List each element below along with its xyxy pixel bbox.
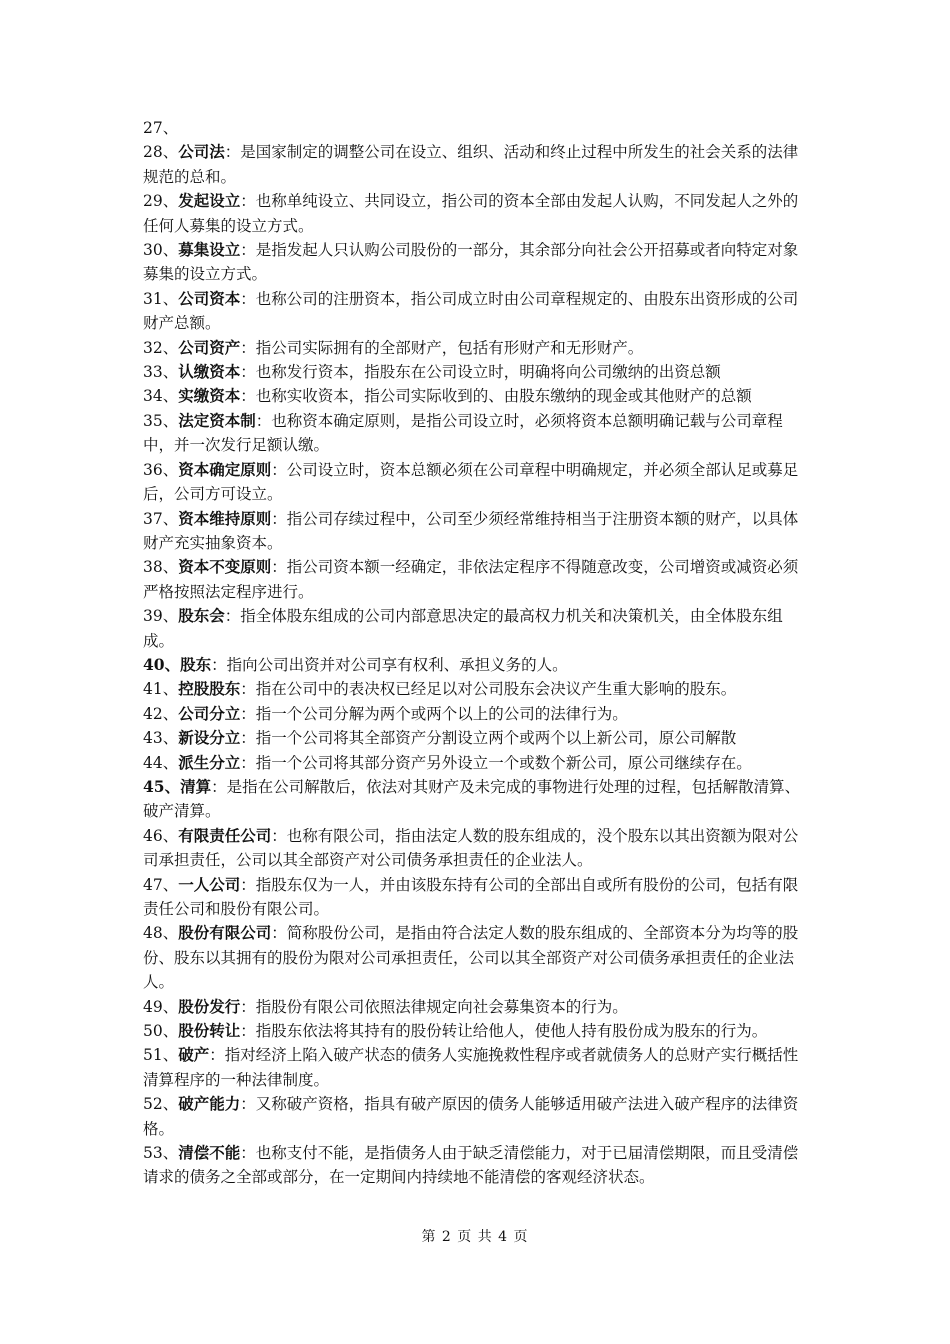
entry-number: 35、 <box>143 411 179 430</box>
entry-definition: ：也称发行资本，指股东在公司设立时，明确将向公司缴纳的出资总额 <box>240 363 721 382</box>
glossary-entry <box>143 336 811 360</box>
entry-definition: ：指股东仅为一人，并由该股东持有公司的全部出自或所有股份的公司，包括有限责任公司和股份有限公司。 <box>143 875 799 918</box>
entry-number: 32、 <box>143 338 179 357</box>
entry-definition: ：指股份有限公司依照法律规定向社会募集资本的行为。 <box>240 997 628 1016</box>
entry-number: 30、 <box>143 241 179 260</box>
glossary-entry <box>143 1141 811 1190</box>
entry-term: 股份发行 <box>178 996 241 1016</box>
glossary-entry <box>143 604 811 653</box>
entry-definition: ：也称单纯设立、共同设立，指公司的资本全部由发起人认购，不同发起人之外的任何人募集的设立方式。 <box>143 192 799 235</box>
entry-definition: ：又称破产资格，指具有破产原因的债务人能够适用破产法进入破产程序的法律资格。 <box>143 1095 799 1138</box>
entry-term: 公司法 <box>178 142 225 162</box>
entry-number: 29、 <box>143 192 179 211</box>
glossary-entry <box>143 1092 811 1141</box>
entry-definition: ：指一个公司分解为两个或两个以上的公司的法律行为。 <box>240 704 628 723</box>
entry-number: 47、 <box>143 875 179 894</box>
entry-number: 33、 <box>143 363 179 382</box>
entry-definition: ：是指在公司解散后，依法对其财产及未完成的事物进行处理的过程，包括解散清算、破产清算。 <box>143 777 801 821</box>
entry-term: 公司资产 <box>178 337 241 357</box>
entry-term: 有限责任公司 <box>178 825 272 845</box>
glossary-entry <box>143 409 811 458</box>
glossary-entry <box>143 287 811 336</box>
glossary-entry <box>143 677 811 701</box>
glossary-entry <box>143 751 811 775</box>
entry-number: 52、 <box>143 1095 179 1114</box>
entry-term: 认缴资本 <box>178 362 241 382</box>
entry-term: 法定资本制 <box>178 410 256 430</box>
glossary-entry <box>143 507 811 556</box>
entry-number: 37、 <box>143 509 179 528</box>
entry-number: 31、 <box>143 289 179 308</box>
entry-number: 46、 <box>143 826 179 845</box>
entry-definition: ：指在公司中的表决权已经足以对公司股东会决议产生重大影响的股东。 <box>240 680 737 699</box>
entry-term: 公司资本 <box>178 288 241 308</box>
entry-term: 实缴资本 <box>178 386 241 406</box>
entry-number: 48、 <box>143 924 179 943</box>
glossary-entry <box>143 384 811 408</box>
entry-definition: ：指股东依法将其持有的股份转让给他人，使他人持有股份成为股东的行为。 <box>240 1022 768 1041</box>
entry-definition: ：也称有限公司，指由法定人数的股东组成的，没个股东以其出资额为限对公司承担责任，公司以其全部资产对公司债务承担责任的企业法人。 <box>143 826 799 870</box>
entry-term: 发起设立 <box>178 191 241 211</box>
entry-number: 53、 <box>143 1144 179 1163</box>
entry-number: 28、 <box>143 143 179 162</box>
entry-number: 36、 <box>143 460 179 479</box>
entry-number: 27、 <box>143 119 179 137</box>
glossary-entry <box>143 1019 811 1043</box>
entry-term: 资本维持原则 <box>178 508 272 528</box>
glossary-entry <box>143 653 811 677</box>
entry-term: 股份转让 <box>178 1021 241 1041</box>
entry-definition: ：也称资本确定原则，是指公司设立时，必须将资本总额明确记载与公司章程中，并一次发行足额认缴。 <box>143 411 783 455</box>
entry-definition: ：也称实收资本，指公司实际收到的、由股东缴纳的现金或其他财产的总额 <box>240 387 752 406</box>
entry-definition: ：指公司实际拥有的全部财产，包括有形财产和无形财产。 <box>240 338 644 357</box>
entry-definition: ：是国家制定的调整公司在设立、组织、活动和终止过程中所发生的社会关系的法律规范的总和。 <box>143 143 799 186</box>
entry-definition: ：指一个公司将其全部资产分割设立两个或两个以上新公司，原公司解散 <box>240 729 737 748</box>
page-footer: 第 2 页 共 4 页 <box>421 1229 529 1245</box>
entry-definition: ：指对经济上陷入破产状态的债务人实施挽救性程序或者就债务人的总财产实行概括性清算程序的一种法律制度。 <box>143 1046 799 1089</box>
glossary-entry <box>143 360 811 384</box>
entry-term: 资本不变原则 <box>178 557 272 577</box>
entry-number: 49、 <box>143 997 179 1016</box>
entry-term: 募集设立 <box>178 240 241 260</box>
glossary-entry <box>143 458 811 507</box>
glossary-entry <box>143 1043 811 1092</box>
entry-term: 清偿不能 <box>178 1143 241 1163</box>
glossary-entry <box>143 995 811 1019</box>
entry-definition: ：指公司资本额一经确定，非依法定程序不得随意改变，公司增资或减资必须严格按照法定程序进行。 <box>143 558 799 601</box>
glossary-entry <box>143 726 811 750</box>
entry-number: 34、 <box>143 387 179 406</box>
entry-term: 一人公司 <box>178 874 241 894</box>
entry-term: 派生分立 <box>178 752 241 772</box>
entry-term: 新设分立 <box>178 728 241 748</box>
glossary-entry <box>143 824 811 873</box>
entry-number: 43、 <box>143 729 179 748</box>
entry-number: 44、 <box>143 753 179 772</box>
glossary-entry <box>143 873 811 922</box>
entry-term: 资本确定原则 <box>178 459 272 479</box>
entry-term: 股份有限公司 <box>178 923 272 943</box>
glossary-entries <box>143 116 811 1190</box>
entry-term: 股东会 <box>178 606 225 626</box>
glossary-entry <box>143 921 811 994</box>
entry-definition: ：也称支付不能，是指债务人由于缺乏清偿能力，对于已届清偿期限，而且受清偿请求的债务之全部或部分，在一定期间内持续地不能清偿的客观经济状态。 <box>143 1144 799 1187</box>
entry-definition: ：简称股份公司，是指由符合法定人数的股东组成的、全部资本分为均等的股份、股东以其拥有的股份为限对公司承担责任，公司以其全部资产对公司债务承担责任的企业法人。 <box>143 924 799 992</box>
glossary-entry <box>143 116 811 140</box>
glossary-entry <box>143 775 811 824</box>
glossary-entry <box>143 189 811 238</box>
entry-term: 破产 <box>178 1045 210 1065</box>
entry-number: 42、 <box>143 704 179 723</box>
glossary-entry <box>143 555 811 604</box>
entry-term: 公司分立 <box>178 703 241 723</box>
entry-number: 45、 <box>143 776 181 796</box>
glossary-entry <box>143 702 811 726</box>
entry-number: 50、 <box>143 1022 179 1041</box>
entry-definition: ：是指发起人只认购公司股份的一部分，其余部分向社会公开招募或者向特定对象募集的设立方式。 <box>143 241 799 284</box>
entry-definition: ：也称公司的注册资本，指公司成立时由公司章程规定的、由股东出资形成的公司财产总额。 <box>143 289 799 333</box>
entry-term: 清算 <box>180 776 212 796</box>
glossary-entry <box>143 238 811 287</box>
entry-term: 控股股东 <box>178 679 241 699</box>
entry-number: 39、 <box>143 607 179 626</box>
entry-number: 40、 <box>143 654 181 674</box>
entry-number: 41、 <box>143 680 179 699</box>
entry-term: 破产能力 <box>178 1094 241 1114</box>
entry-number: 38、 <box>143 558 179 577</box>
entry-definition: ：公司设立时，资本总额必须在公司章程中明确规定，并必须全部认足或募足后，公司方可设立。 <box>143 460 799 504</box>
entry-definition: ：指全体股东组成的公司内部意思决定的最高权力机关和决策机关，由全体股东组成。 <box>143 607 783 650</box>
entry-number: 51、 <box>143 1046 179 1065</box>
entry-definition: ：指一个公司将其部分资产另外设立一个或数个新公司，原公司继续存在。 <box>240 753 752 772</box>
entry-definition: ：指公司存续过程中，公司至少须经常维持相当于注册资本额的财产，以具体财产充实抽象资本。 <box>143 509 799 552</box>
entry-definition: ：指向公司出资并对公司享有权利、承担义务的人。 <box>211 655 568 674</box>
glossary-entry <box>143 140 811 189</box>
entry-term: 股东 <box>180 654 212 674</box>
